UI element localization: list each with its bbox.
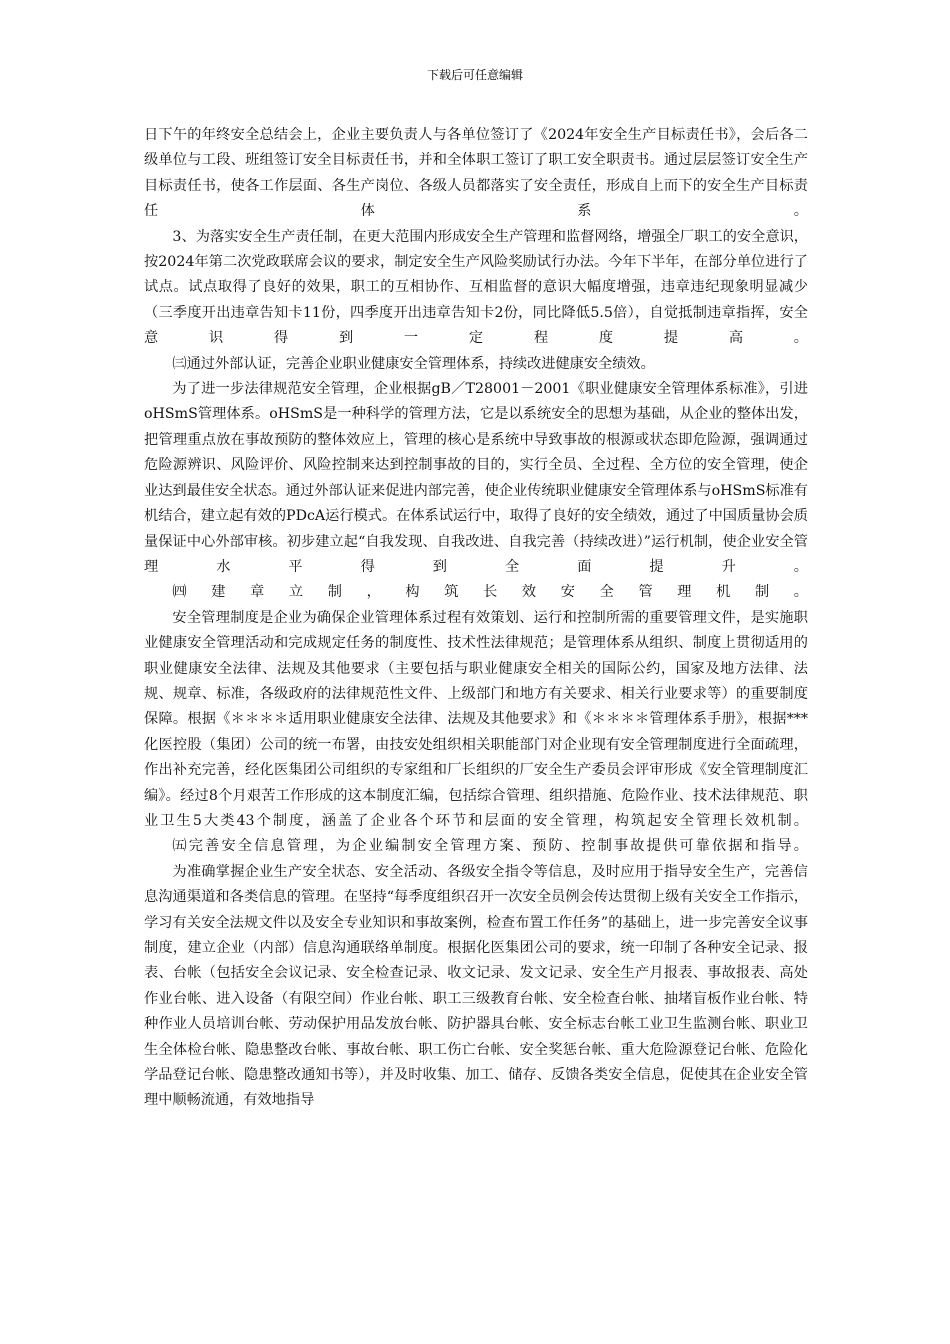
page-header: 下载后可任意编辑 — [426, 68, 523, 82]
paragraph-8: 为准确掌握企业生产安全状态、安全活动、各级安全指令等信息，及时应用于指导安全生产，完善信息沟通渠道和各类信息的管理。在坚持“每季度组织召开一次安全员例会传达贯彻上级有关安全工作指示，学习有关安全法规文件以及安全专业知识和事故案例，检查布置工作任务”的基础上，进一步完善安全议事制度，建立企业（内部）信息沟通联络单制度。根据化医集团公司的要求，统一印制了各种安全记录、报表、台帐（包括安全会议记录、安全检查记录、收文记录、发文记录、安全生产月报表、事故报表、高处作业台帐、进入设备（有限空间）作业台帐、职工三级教育台帐、安全检查台帐、抽堵盲板作业台帐、特种作业人员培训台帐、劳动保护用品发放台帐、防护器具台帐、安全标志台帐工业卫生监测台帐、职业卫生全体检台帐、隐患整改台帐、事故台帐、职工伤亡台帐、安全奖惩台帐、重大危险源登记台帐、危险化学品登记台帐、隐患整改通知书等），并及时收集、加工、储存、反馈各类安全信息，促使其在企业安全管理中顺畅流通，有效地指导 — [144, 863, 808, 1109]
paragraph-1: 日下午的年终安全总结会上，企业主要负责人与各单位签订了《2024年安全生产目标责任书》，会后各二级单位与工段、班组签订安全目标责任书，并和全体职工签订了职工安全职责书。通过层层签订安全生产目标责任书，使各工作层面、各生产岗位、各级人员都落实了安全责任，形成自上而下的安全生产目标责任体系。 — [144, 127, 808, 220]
paragraph-2: 3、为落实安全生产责任制，在更大范围内形成安全生产管理和监督网络，增强全厂职工的安全意识，按2024年第二次党政联席会议的要求，制定安全生产风险奖励试行办法。今年下半年，在部分单位进行了试点。试点取得了良好的效果，职工的互相协作、互相监督的意识大幅度增强，违章违纪现象明显减少（三季度开出违章告知卡11份，四季度开出违章告知卡2份，同比降低5.5倍），自觉抵制违章指挥，安全意识得到一定程度提高。 — [144, 228, 808, 347]
paragraph-6: 安全管理制度是企业为确保企业管理体系过程有效策划、运行和控制所需的重要管理文件，是实施职业健康安全管理活动和完成规定任务的制度性、技术性法律规范；是管理体系从组织、制度上贯彻适用的职业健康安全法律、法规及其他要求（主要包括与职业健康安全相关的国际公约，国家及地方法律、法规、规章、标准，各级政府的法律规范性文件、上级部门和地方有关要求、相关行业要求等）的重要制度保障。根据《＊＊＊＊适用职业健康安全法律、法规及其他要求》和《＊＊＊＊管理体系手册》，根据***化医控股（集团）公司的统一布署，由技安处组织相关职能部门对企业现有安全管理制度进行全面疏理，作出补充完善，经化医集团公司组织的专家组和厂长组织的厂安全生产委员会评审形成《安全管理制度汇编》。经过8个月艰苦工作形成的这本制度汇编，包括综合管理、组织措施、危险作业、技术法律规范、职业卫生5大类43个制度，涵盖了企业各个环节和层面的安全管理，构筑起安全管理长效机制。 — [144, 609, 808, 829]
paragraph-3-heading: ㈢通过外部认证，完善企业职业健康安全管理体系，持续改进健康安全绩效。 — [172, 355, 655, 372]
paragraph-7-heading: ㈤完善安全信息管理，为企业编制安全管理方案、预防、控制事故提供可靠依据和指导。 — [172, 838, 808, 855]
paragraph-5-heading: ㈣建章立制，构筑长效安全管理机制。 — [172, 584, 808, 601]
document-body — [144, 123, 808, 1114]
paragraph-4: 为了进一步法律规范安全管理，企业根据gB／T28001－2001《职业健康安全管理体系标准》，引进oHSmS管理体系。oHSmS是一种科学的管理方法，它是以系统安全的思想为基础，从企业的整体出发，把管理重点放在事故预防的整体效应上，管理的核心是系统中导致事故的根源或状态即危险源，强调通过危险源辨识、风险评价、风险控制来达到控制事故的目的，实行全员、全过程、全方位的安全管理，使企业达到最佳安全状态。通过外部认证来促进内部完善，使企业传统职业健康安全管理体系与oHSmS标准有机结合，建立起有效的PDcA运行模式。在体系试运行中，取得了良好的安全绩效，通过了中国质量协会质量保证中心外部审核。初步建立起“自我发现、自我改进、自我完善（持续改进）”运行机制，使企业安全管理水平得到全面提升。 — [144, 381, 808, 575]
